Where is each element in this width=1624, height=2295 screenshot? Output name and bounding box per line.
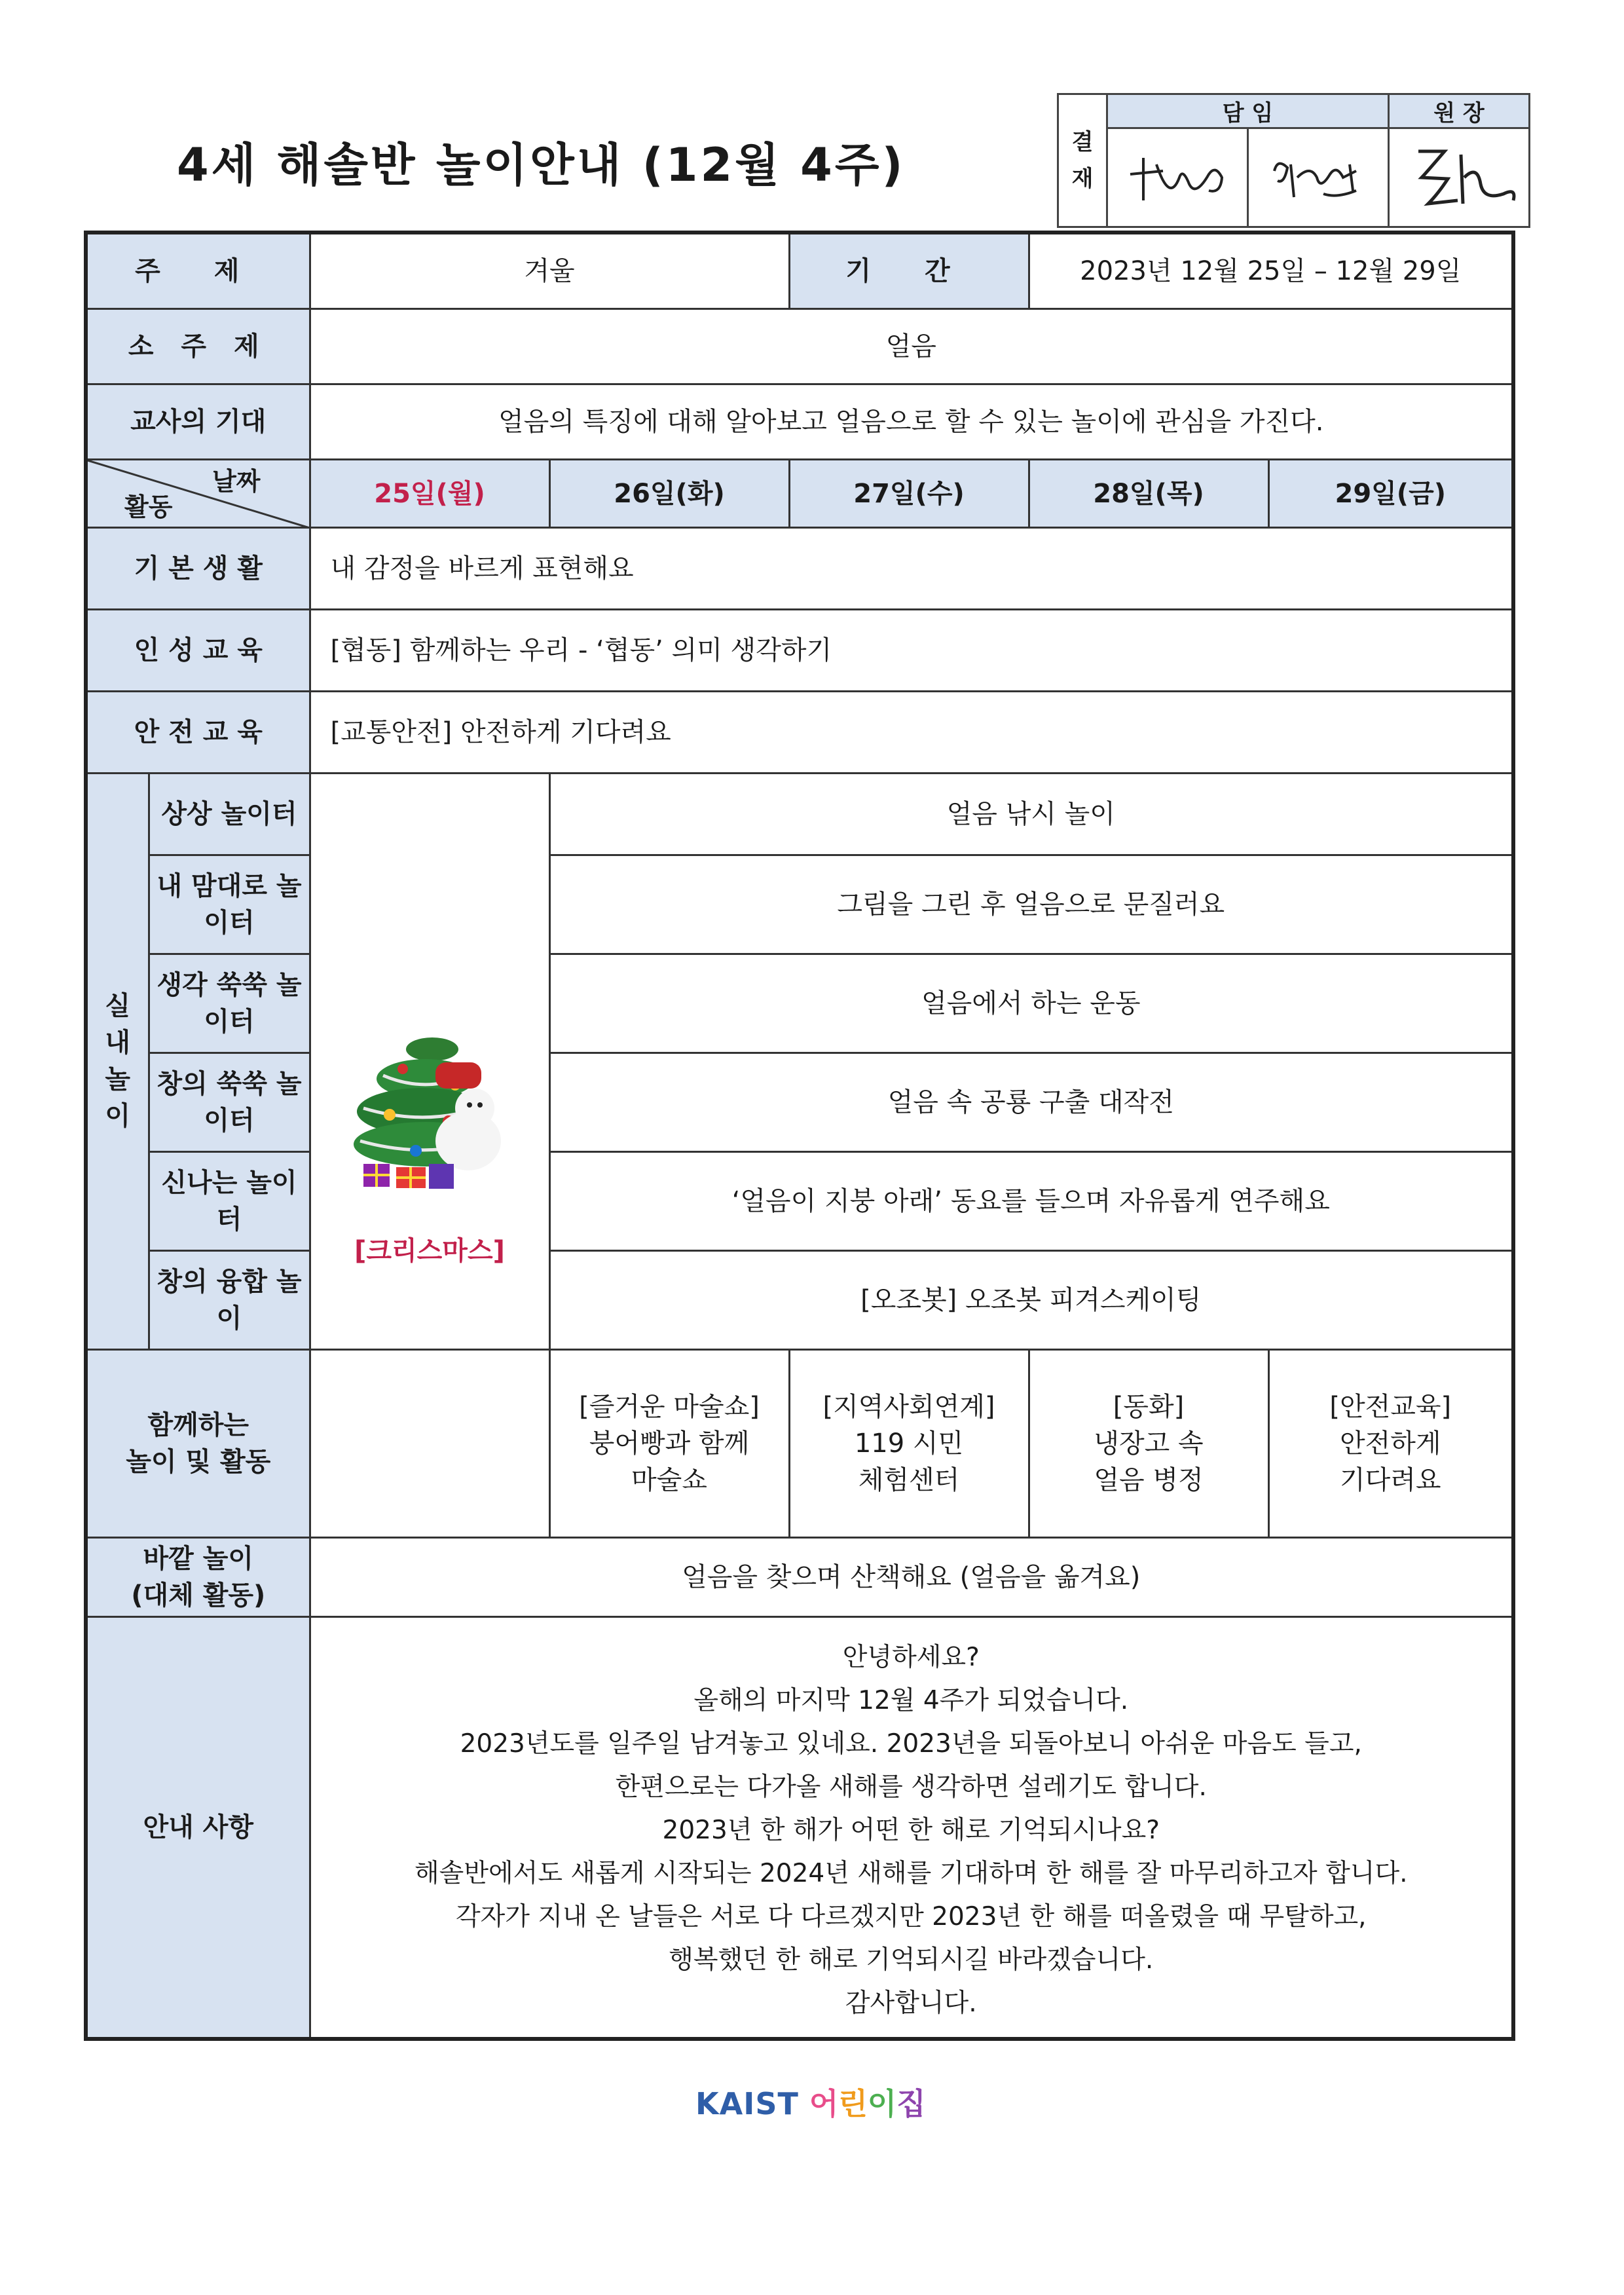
approval-side-label: 결 재	[1058, 94, 1107, 227]
basic-life-label: 기 본 생 활	[86, 528, 310, 610]
notice-line: 한편으로는 다가올 새해를 생각하면 설레기도 합니다.	[615, 1772, 1207, 1802]
indoor-area-5: 신나는 놀이터	[149, 1151, 310, 1250]
subtheme-label: 소 주 제	[86, 309, 310, 384]
play-guide-table	[84, 231, 1515, 2041]
christmas-tree-icon	[344, 1023, 521, 1200]
indoor-play-label: 실 내 놀 이	[86, 773, 149, 1349]
notice-line: 2023년도를 일주일 남겨놓고 있네요. 2023년을 되돌아보니 아쉬운 마음도 들고,	[460, 1729, 1362, 1759]
notice-line: 각자가 지내 온 날들은 서로 다 다르겠지만 2023년 한 해를 떠올렸을 때 무탈하고,	[455, 1902, 1367, 1932]
indoor-activity-6: [오조봇] 오조봇 피겨스케이팅	[549, 1250, 1513, 1349]
indoor-area-3: 생각 쑥쑥 놀이터	[149, 954, 310, 1053]
together-activity-label: 함께하는 놀이 및 활동	[86, 1349, 310, 1538]
day-header-wed: 27일(수)	[789, 459, 1029, 528]
safety-education-label: 안 전 교 육	[86, 692, 310, 774]
day-header-fri: 29일(금)	[1268, 459, 1513, 528]
kaist-logo-text: KAIST	[695, 2086, 799, 2121]
date-header-label: 날짜	[212, 466, 261, 496]
signature-image-3	[1399, 138, 1523, 220]
logo-char-3: 이	[867, 2086, 897, 2121]
logo-char-4: 집	[896, 2086, 926, 2121]
together-spacer	[310, 1349, 549, 1538]
date-activity-header	[86, 459, 310, 528]
logo-char-1: 어	[809, 2086, 839, 2121]
indoor-activity-5: ‘얼음이 지붕 아래’ 동요를 들으며 자유롭게 연주해요	[549, 1151, 1513, 1250]
notice-line: 안녕하세요?	[842, 1643, 980, 1673]
indoor-area-2: 내 맘대로 놀이터	[149, 855, 310, 954]
notice-label: 안내 사항	[86, 1617, 310, 2039]
kaist-daycare-logo	[695, 2080, 926, 2123]
indoor-activity-4: 얼음 속 공룡 구출 대작전	[549, 1053, 1513, 1151]
indoor-activity-2: 그림을 그린 후 얼음으로 문질러요	[549, 855, 1513, 954]
notice-line: 올해의 마지막 12월 4주가 되었습니다.	[693, 1686, 1129, 1716]
signature-homeroom-1	[1107, 128, 1248, 227]
indoor-area-1: 상상 놀이터	[149, 773, 310, 855]
notice-body	[310, 1617, 1513, 2039]
signature-image-1	[1117, 138, 1235, 217]
theme-value: 겨울	[310, 233, 789, 309]
teacher-expectation-label: 교사의 기대	[86, 384, 310, 459]
diagonal-divider	[88, 460, 312, 529]
period-label: 기 간	[789, 233, 1029, 309]
indoor-area-6: 창의 융합 놀이	[149, 1250, 310, 1349]
subtheme-value: 얼음	[310, 309, 1513, 384]
christmas-tree-image	[344, 1023, 521, 1210]
christmas-label: [크리스마스]	[354, 1235, 505, 1266]
signature-image-2	[1258, 138, 1376, 217]
outdoor-play-label: 바깥 놀이 (대체 활동)	[86, 1538, 310, 1617]
director-header: 원 장	[1389, 94, 1530, 128]
indoor-activity-1: 얼음 낚시 놀이	[549, 773, 1513, 855]
homeroom-header: 담 임	[1107, 94, 1389, 128]
logo-char-2: 린	[838, 2086, 868, 2121]
indoor-area-4: 창의 쑥쑥 놀이터	[149, 1053, 310, 1151]
signature-homeroom-2	[1248, 128, 1389, 227]
notice-line: 2023년 한 해가 어떤 한 해로 기억되시나요?	[662, 1816, 1160, 1846]
notice-line: 감사합니다.	[845, 1988, 977, 2019]
outdoor-play-value: 얼음을 찾으며 산책해요 (얼음을 옮겨요)	[310, 1538, 1513, 1617]
christmas-cell	[310, 773, 549, 1349]
day-header-thu: 28일(목)	[1029, 459, 1268, 528]
together-cell-1: [즐거운 마술쇼] 붕어빵과 함께 마술쇼	[549, 1349, 789, 1538]
character-education-value: [협동] 함께하는 우리 - ‘협동’ 의미 생각하기	[310, 610, 1513, 692]
approval-box	[1057, 93, 1530, 228]
notice-line: 해솔반에서도 새롭게 시작되는 2024년 새해를 기대하며 한 해를 잘 마무리하고자 합니다.	[414, 1859, 1408, 1889]
theme-label: 주 제	[86, 233, 310, 309]
signature-director	[1389, 128, 1530, 227]
indoor-activity-3: 얼음에서 하는 운동	[549, 954, 1513, 1053]
day-header-tue: 26일(화)	[549, 459, 789, 528]
period-value: 2023년 12월 25일 – 12월 29일	[1029, 233, 1513, 309]
teacher-expectation-value: 얼음의 특징에 대해 알아보고 얼음으로 할 수 있는 놀이에 관심을 가진다.	[310, 384, 1513, 459]
activity-header-label: 활동	[124, 493, 173, 522]
together-cell-2: [지역사회연계] 119 시민 체험센터	[789, 1349, 1029, 1538]
safety-education-value: [교통안전] 안전하게 기다려요	[310, 692, 1513, 774]
page-title: 4세 해솔반 놀이안내 (12월 4주)	[177, 138, 906, 192]
day-header-mon: 25일(월)	[310, 459, 549, 528]
notice-line: 행복했던 한 해로 기억되시길 바라겠습니다.	[669, 1945, 1154, 1975]
character-education-label: 인 성 교 육	[86, 610, 310, 692]
together-cell-3: [동화] 냉장고 속 얼음 병정	[1029, 1349, 1268, 1538]
together-cell-4: [안전교육] 안전하게 기다려요	[1268, 1349, 1513, 1538]
basic-life-value: 내 감정을 바르게 표현해요	[310, 528, 1513, 610]
